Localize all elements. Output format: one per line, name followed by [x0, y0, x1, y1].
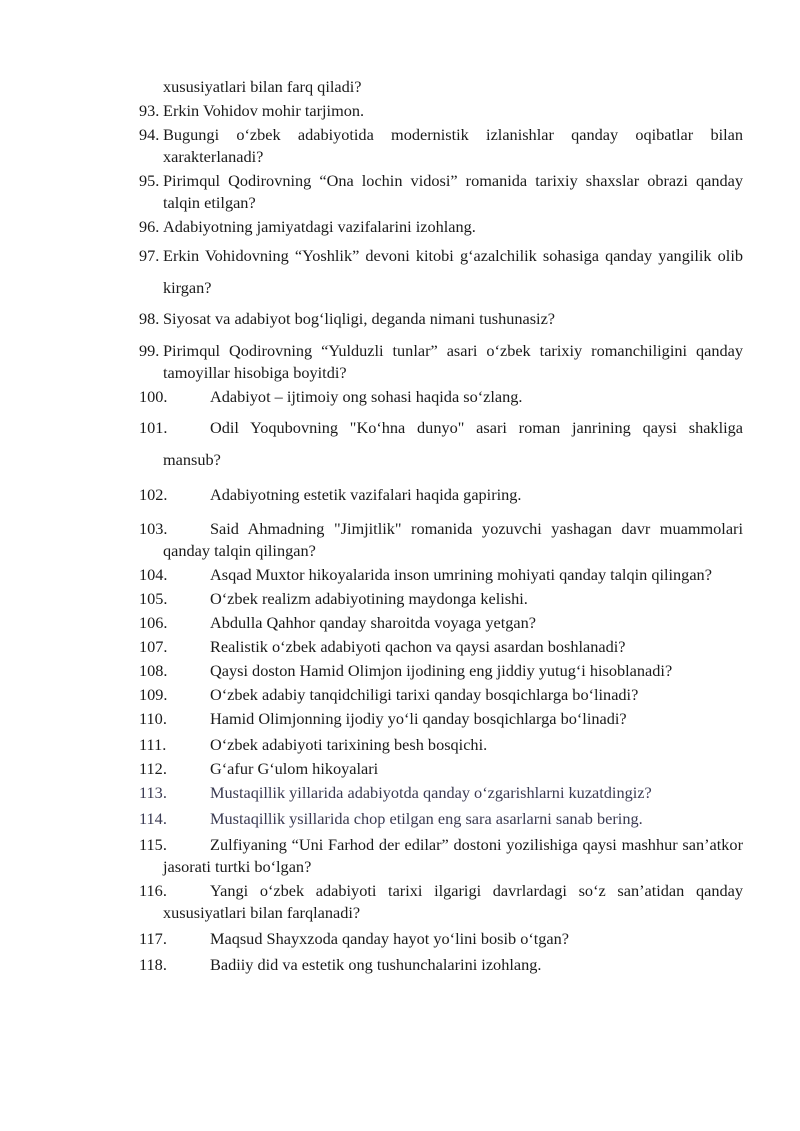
- item-number: 98.: [139, 309, 160, 328]
- item-number: 109.: [139, 685, 168, 704]
- list-item: [139, 564, 743, 586]
- item-text: Pirimqul Qodirovning “Yulduzli tunlar” asari o‘zbek tarixiy romanchiligini qanday tamoyillar hisobiga boyitdi?: [163, 341, 743, 382]
- list-item: [139, 518, 743, 562]
- item-text: Adabiyotning jamiyatdagi vazifalarini izohlang.: [163, 217, 476, 236]
- list-item: [139, 100, 743, 122]
- item-number: 112.: [139, 759, 167, 778]
- item-text: Erkin Vohidovning “Yoshlik” devoni kitobi g‘azalchilik sohasiga qanday yangilik olib kirgan?: [163, 246, 743, 297]
- item-number: 115.: [139, 835, 167, 854]
- item-number: 110.: [139, 709, 167, 728]
- item-text: O‘zbek realizm adabiyotining maydonga kelishi.: [210, 589, 528, 608]
- item-text: Mustaqillik ysillarida chop etilgan eng sara asarlarni sanab bering.: [210, 809, 643, 828]
- item-number: 95.: [139, 171, 160, 190]
- item-number: 108.: [139, 661, 168, 680]
- list-item: [139, 308, 743, 330]
- item-number: 93.: [139, 101, 160, 120]
- item-text: Realistik o‘zbek adabiyoti qachon va qaysi asardan boshlanadi?: [210, 637, 626, 656]
- item-text: Erkin Vohidov mohir tarjimon.: [163, 101, 365, 120]
- item-number: 99.: [139, 341, 160, 360]
- item-text: Yangi o‘zbek adabiyoti tarixi ilgarigi davrlardagi so‘z san’atidan qanday xususiyatlari bilan farqlanadi?: [163, 881, 743, 922]
- item-number: 117.: [139, 929, 167, 948]
- continuation-text: xususiyatlari bilan farq qiladi?: [163, 77, 362, 96]
- list-item: [139, 954, 743, 976]
- list-item: [139, 340, 743, 384]
- item-number: 101.: [139, 418, 168, 437]
- item-text: Odil Yoqubovning "Ko‘hna dunyo" asari roman janrining qaysi shakliga mansub?: [163, 418, 743, 469]
- item-text: Said Ahmadning "Jimjitlik" romanida yozuvchi yashagan davr muammolari qanday talqin qilingan?: [163, 519, 743, 560]
- item-number: 105.: [139, 589, 168, 608]
- item-text: Siyosat va adabiyot bog‘liqligi, deganda nimani tushunasiz?: [163, 309, 556, 328]
- item-number: 102.: [139, 485, 168, 504]
- item-number: 106.: [139, 613, 168, 632]
- item-number: 107.: [139, 637, 168, 656]
- item-number: 111.: [139, 735, 167, 754]
- list-item-continuation: [139, 76, 743, 98]
- item-number: 103.: [139, 519, 168, 538]
- list-item: [139, 734, 743, 756]
- item-number: 104.: [139, 565, 168, 584]
- item-number: 97.: [139, 246, 160, 265]
- item-number: 113.: [139, 783, 167, 802]
- list-item: [139, 216, 743, 238]
- item-text: Hamid Olimjonning ijodiy yo‘li qanday bosqichlarga bo‘linadi?: [210, 709, 627, 728]
- list-item: [139, 834, 743, 878]
- list-item: [139, 636, 743, 658]
- item-text: Badiiy did va estetik ong tushunchalarini izohlang.: [210, 955, 542, 974]
- item-text: Adabiyotning estetik vazifalari haqida gapiring.: [210, 485, 522, 504]
- item-number: 116.: [139, 881, 167, 900]
- item-text: G‘afur G‘ulom hikoyalari: [210, 759, 379, 778]
- item-text: O‘zbek adabiy tanqidchiligi tarixi qanday bosqichlarga bo‘linadi?: [210, 685, 639, 704]
- item-text: Zulfiyaning “Uni Farhod der edilar” dostoni yozilishiga qaysi mashhur san’atkor jasorati turtki bo‘lgan?: [163, 835, 743, 876]
- item-number: 96.: [139, 217, 160, 236]
- item-text: Asqad Muxtor hikoyalarida inson umrining mohiyati qanday talqin qilingan?: [210, 565, 712, 584]
- list-item: [139, 612, 743, 634]
- list-item: [139, 782, 743, 804]
- list-item: [139, 588, 743, 610]
- list-item: [139, 124, 743, 168]
- item-text: O‘zbek adabiyoti tarixining besh bosqichi.: [210, 735, 488, 754]
- list-item: [139, 240, 743, 304]
- item-number: 94.: [139, 125, 160, 144]
- list-item: [139, 808, 743, 830]
- list-item: [139, 660, 743, 682]
- list-item: [139, 758, 743, 780]
- list-item: [139, 684, 743, 706]
- list-item: [139, 412, 743, 476]
- item-number: 100.: [139, 387, 168, 406]
- item-text: Pirimqul Qodirovning “Ona lochin vidosi” romanida tarixiy shaxslar obrazi qanday talqin etilgan?: [163, 171, 743, 212]
- item-text: Abdulla Qahhor qanday sharoitda voyaga yetgan?: [210, 613, 536, 632]
- item-number: 114.: [139, 809, 167, 828]
- item-text: Bugungi o‘zbek adabiyotida modernistik izlanishlar qanday oqibatlar bilan xarakterlanadi?: [163, 125, 743, 166]
- list-item: [139, 928, 743, 950]
- item-text: Qaysi doston Hamid Olimjon ijodining eng jiddiy yutug‘i hisoblanadi?: [210, 661, 673, 680]
- item-text: Adabiyot – ijtimoiy ong sohasi haqida so‘zlang.: [210, 387, 523, 406]
- item-number: 118.: [139, 955, 167, 974]
- question-list: [139, 76, 743, 978]
- list-item: [139, 708, 743, 730]
- item-text: Mustaqillik yillarida adabiyotda qanday o‘zgarishlarni kuzatdingiz?: [210, 783, 652, 802]
- list-item: [139, 170, 743, 214]
- list-item: [139, 484, 743, 506]
- list-item: [139, 386, 743, 408]
- list-item: [139, 880, 743, 924]
- item-text: Maqsud Shayxzoda qanday hayot yo‘lini bosib o‘tgan?: [210, 929, 570, 948]
